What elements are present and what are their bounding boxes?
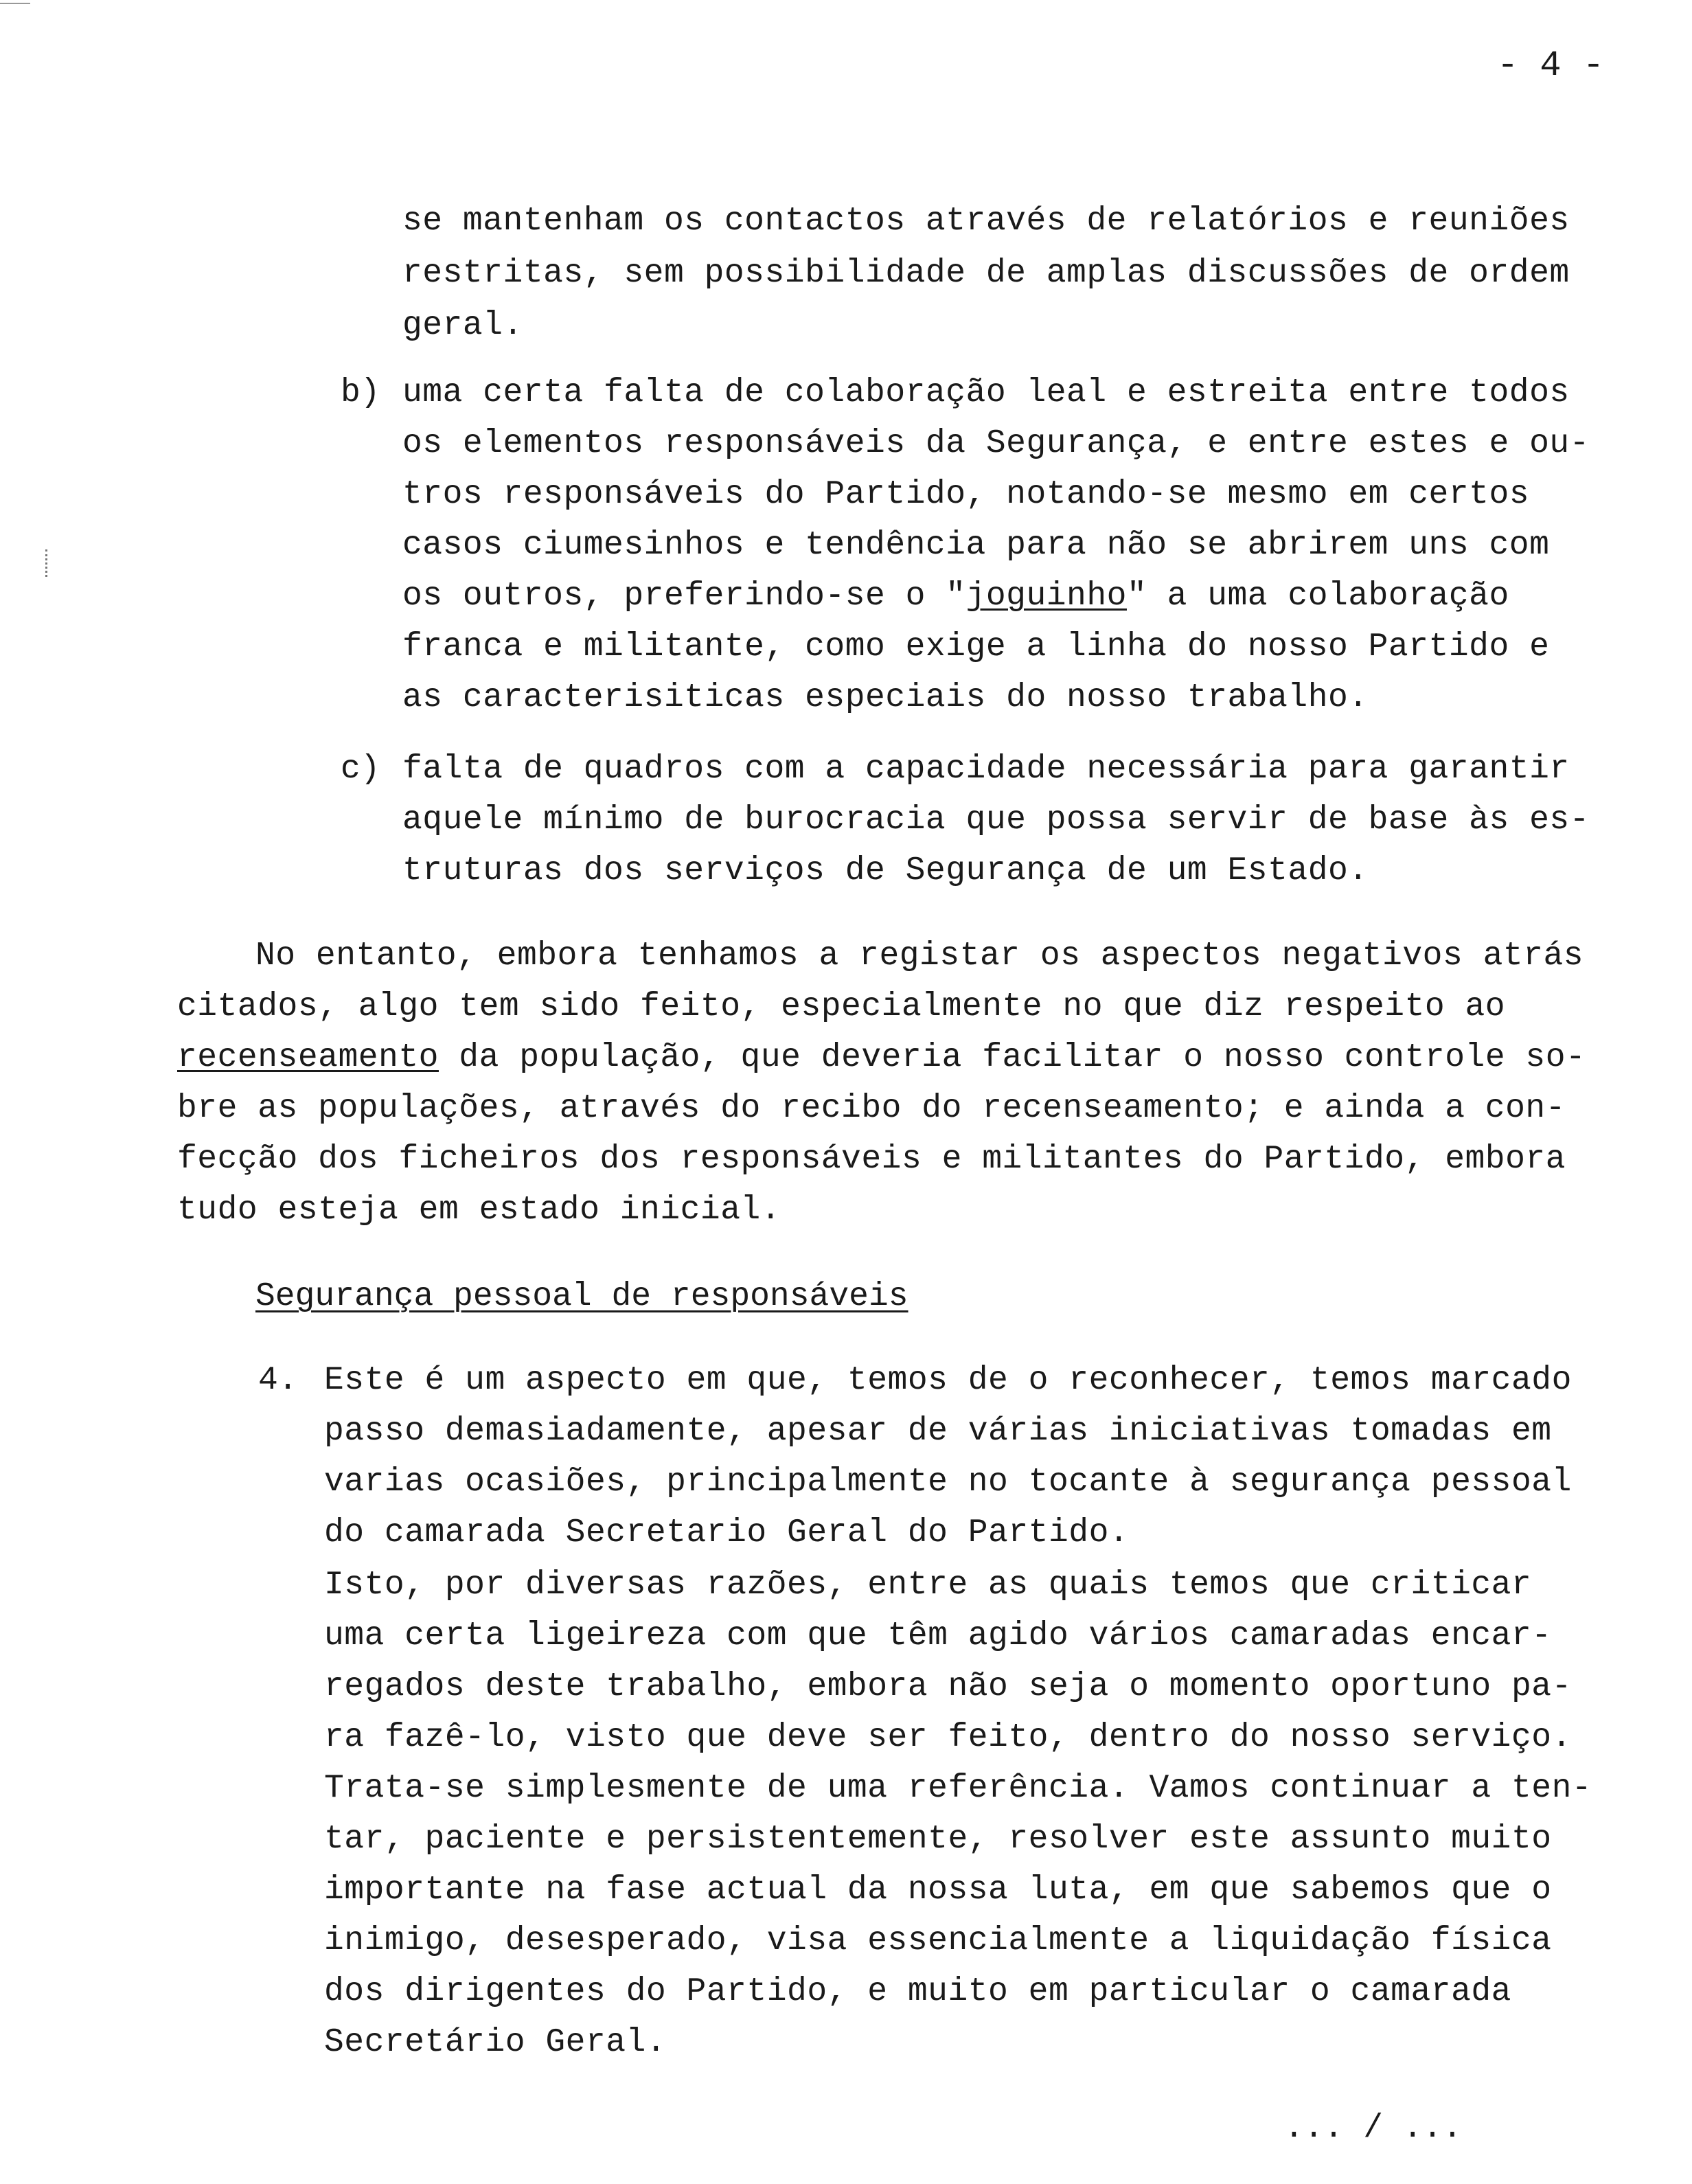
paragraph-line: recenseamento da população, que deveria facilitar o nosso controle so- [177, 1039, 1586, 1076]
list-marker-b: b) [341, 374, 380, 411]
page-number: - 4 - [1497, 45, 1605, 86]
text-line: Isto, por diversas razões, entre as quais temos que criticar [324, 1567, 1532, 1604]
text-line: os elementos responsáveis da Segurança, e entre estes e ou- [402, 425, 1590, 462]
text-line: geral. [402, 307, 523, 344]
text-line: franca e militante, como exige a linha do nosso Partido e [402, 628, 1550, 666]
text-line: casos ciumesinhos e tendência para não se abrirem uns com [402, 527, 1550, 564]
text-line: Trata-se simplesmente de uma referência. Vamos continuar a ten- [324, 1770, 1592, 1807]
text-line: importante na fase actual da nossa luta, em que sabemos que o [324, 1872, 1552, 1909]
paragraph-line: tudo esteja em estado inicial. [177, 1192, 781, 1229]
continuation-mark: ... / ... [1284, 2110, 1463, 2147]
paragraph-line: fecção dos ficheiros dos responsáveis e militantes do Partido, embora [177, 1141, 1566, 1178]
text-line: falta de quadros com a capacidade necessária para garantir [402, 751, 1570, 788]
text-line: uma certa ligeireza com que têm agido vários camaradas encar- [324, 1617, 1552, 1654]
text-line: regados deste trabalho, embora não seja o momento oportuno pa- [324, 1668, 1572, 1705]
text-fragment: os outros, preferindo-se o "joguinho" a uma colaboração [402, 578, 1509, 615]
text-line: restritas, sem possibilidade de amplas discussões de ordem [402, 255, 1570, 292]
scan-margin-mark [45, 549, 50, 577]
text-line: as caracterisiticas especiais do nosso trabalho. [402, 679, 1369, 716]
text-line: aquele mínimo de burocracia que possa servir de base às es- [402, 801, 1590, 839]
text-line: tros responsáveis do Partido, notando-se mesmo em certos [402, 476, 1530, 513]
text-line-with-underlined-word [402, 577, 1509, 615]
paragraph-line: bre as populações, através do recibo do recenseamento; e ainda a con- [177, 1090, 1566, 1127]
scan-edge-mark [0, 3, 30, 4]
text-line: truturas dos serviços de Segurança de um Estado. [402, 852, 1369, 889]
text-line: varias ocasiões, principalmente no tocante à segurança pessoal [324, 1464, 1572, 1501]
text-line: se mantenham os contactos através de relatórios e reuniões [402, 203, 1570, 240]
underlined-word: joguinho [965, 578, 1127, 615]
text-line: dos dirigentes do Partido, e muito em particular o camarada [324, 1973, 1511, 2010]
text-line: uma certa falta de colaboração leal e estreita entre todos [402, 374, 1570, 411]
text-line: passo demasiadamente, apesar de várias iniciativas tomadas em [324, 1413, 1552, 1450]
text-line: tar, paciente e persistentemente, resolver este assunto muito [324, 1821, 1552, 1858]
underlined-word: recenseamento [177, 1039, 439, 1076]
section-heading: Segurança pessoal de responsáveis [255, 1278, 908, 1315]
text-line: Secretário Geral. [324, 2024, 667, 2061]
text-line: ra fazê-lo, visto que deve ser feito, dentro do nosso serviço. [324, 1719, 1572, 1756]
paragraph-line: citados, algo tem sido feito, especialmente no que diz respeito ao [177, 988, 1506, 1025]
text-line: Este é um aspecto em que, temos de o reconhecer, temos marcado [324, 1362, 1572, 1399]
list-marker-4: 4. [258, 1362, 298, 1399]
paragraph-line: No entanto, embora tenhamos a registar os aspectos negativos atrás [255, 937, 1584, 975]
list-marker-c: c) [341, 751, 380, 788]
text-line: do camarada Secretario Geral do Partido. [324, 1514, 1130, 1551]
text-line: inimigo, desesperado, visa essencialmente a liquidação física [324, 1922, 1552, 1959]
